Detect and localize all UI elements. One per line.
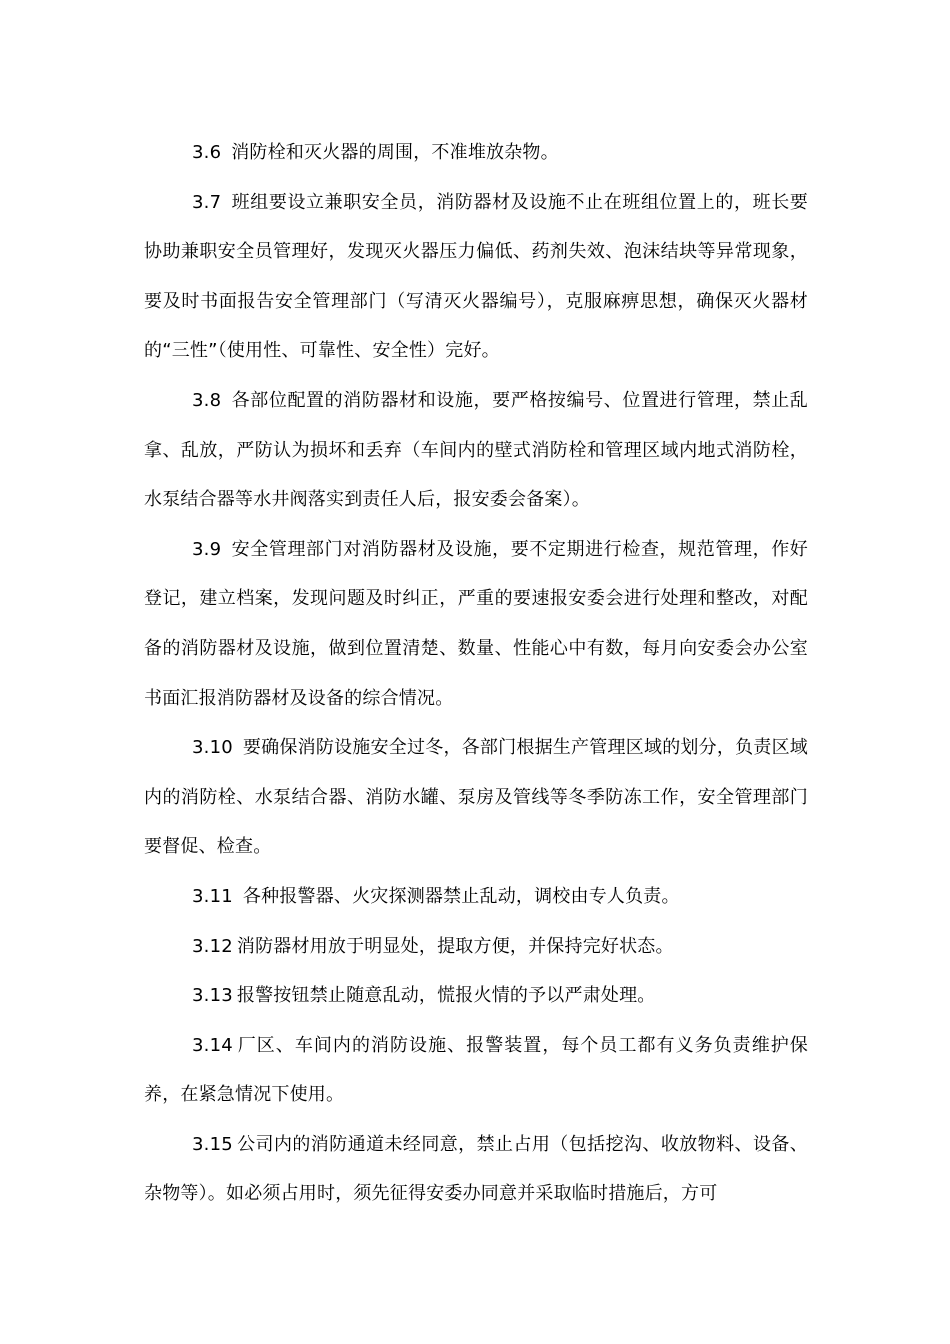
clause-number: 3.10 xyxy=(192,737,233,759)
clause-text: 要确保消防设施安全过冬，各部门根据生产管理区域的划分，负责区域内的消防栓、水泵结合器、消防水罐、泵房及管线等冬季防冻工作，安全管理部门要督促、检查。 xyxy=(144,737,808,858)
clause-text: 消防器材用放于明显处，提取方便，并保持完好状态。 xyxy=(236,935,674,957)
clause-text: 各部位配置的消防器材和设施，要严格按编号、位置进行管理，禁止乱拿、乱放，严防认为损坏和丢弃（车间内的壁式消防栓和管理区域内地式消防栓，水泵结合器等水井阀落实到责任人后，报安委会备案）。 xyxy=(144,389,808,511)
clause-number: 3.8 xyxy=(192,389,222,411)
paragraph-3-14 xyxy=(144,1021,808,1120)
clause-number: 3.7 xyxy=(192,191,222,213)
paragraph-3-12 xyxy=(144,922,808,972)
paragraph-3-7 xyxy=(144,178,808,376)
paragraph-3-9 xyxy=(144,525,808,723)
clause-text: 报警按钮禁止随意乱动，慌报火情的予以严肃处理。 xyxy=(236,985,656,1007)
clause-text: 公司内的消防通道未经同意，禁止占用（包括挖沟、收放物料、设备、杂物等）。如必须占用时，须先征得安委办同意并采取临时措施后，方可 xyxy=(144,1133,808,1205)
clause-number: 3.15 xyxy=(192,1133,233,1155)
paragraph-3-13 xyxy=(144,971,808,1021)
clause-number: 3.9 xyxy=(192,538,222,560)
paragraph-3-8 xyxy=(144,376,808,525)
paragraph-3-10 xyxy=(144,723,808,872)
paragraph-3-11 xyxy=(144,872,808,922)
clause-text: 各种报警器、火灾探测器禁止乱动，调校由专人负责。 xyxy=(242,885,680,907)
clause-number: 3.6 xyxy=(192,142,222,163)
clause-number: 3.12 xyxy=(192,935,233,957)
clause-number: 3.13 xyxy=(192,985,233,1007)
clause-number: 3.11 xyxy=(192,885,233,907)
clause-number: 3.14 xyxy=(192,1034,233,1056)
paragraph-3-6 xyxy=(144,128,808,178)
document-body xyxy=(144,128,808,1219)
clause-text: 班组要设立兼职安全员，消防器材及设施不止在班组位置上的，班长要协助兼职安全员管理好，发现灭火器压力偏低、药剂失效、泡沫结块等异常现象，要及时书面报告安全管理部门（写清灭火器编号），克服麻痹思想，确保灭火器材的“三性”（使用性、可靠性、安全性）完好。 xyxy=(144,191,808,362)
clause-text: 消防栓和灭火器的周围，不准堆放杂物。 xyxy=(231,142,559,163)
clause-text: 厂区、车间内的消防设施、报警装置，每个员工都有义务负责维护保养，在紧急情况下使用。 xyxy=(144,1034,808,1106)
clause-text: 安全管理部门对消防器材及设施，要不定期进行检查，规范管理，作好登记，建立档案，发现问题及时纠正，严重的要速报安委会进行处理和整改，对配备的消防器材及设施，做到位置清楚、数量、性能心中有数，每月向安委会办公室书面汇报消防器材及设备的综合情况。 xyxy=(144,538,808,709)
paragraph-3-15 xyxy=(144,1120,808,1219)
